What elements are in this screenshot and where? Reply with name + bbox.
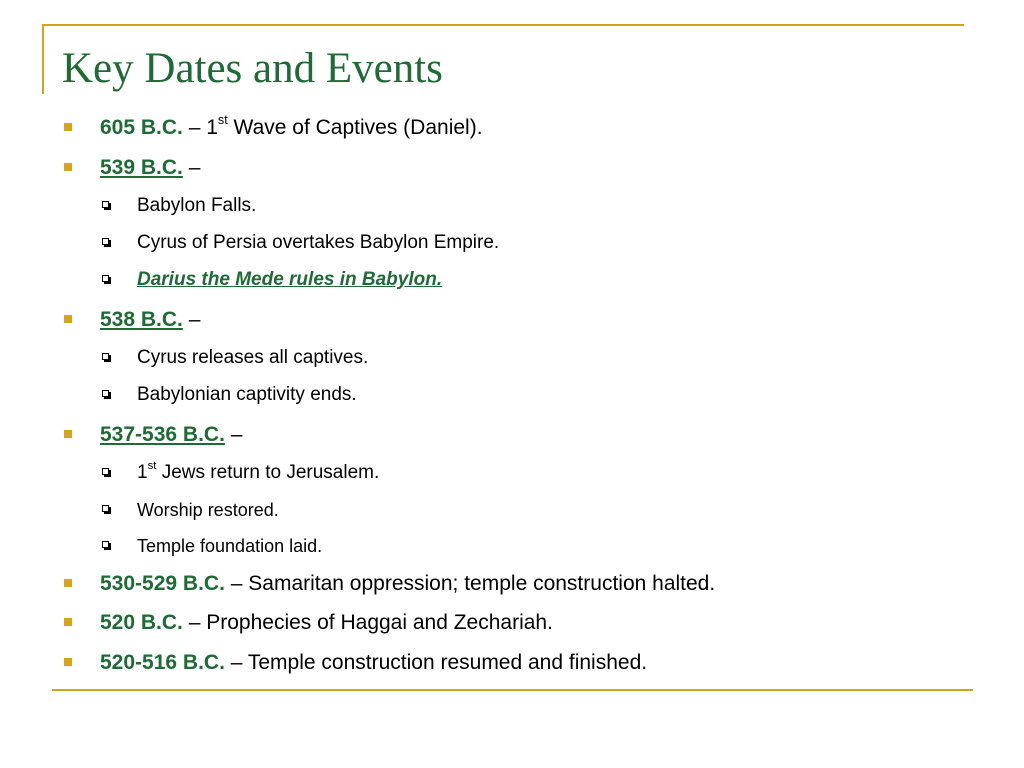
bullet-text: [100, 572, 715, 595]
hollow-square-bullet-icon: [102, 390, 109, 397]
hollow-square-bullet-icon: [102, 238, 109, 245]
sub-bullet: [100, 383, 357, 407]
sub-bullet: [100, 498, 279, 522]
event-text: Temple construction resumed and finished.: [247, 651, 648, 674]
sub-bullet-link[interactable]: Darius the Mede rules in Babylon.: [137, 269, 443, 290]
bullet-text: [100, 611, 553, 634]
bullet-square-icon: [64, 315, 72, 323]
sub-bullet-text: Cyrus releases all captives.: [137, 347, 369, 368]
bullet-538bc: [64, 307, 200, 333]
bullet-text: [100, 651, 647, 674]
hollow-square-bullet-icon: [102, 275, 109, 282]
event-text: Prophecies of Haggai and Zechariah.: [206, 611, 553, 634]
date-label: 520 B.C.: [100, 611, 183, 634]
bullet-square-icon: [64, 123, 72, 131]
bullet-square-icon: [64, 163, 72, 171]
sub-bullet: [100, 534, 322, 558]
sub-bullet-text: Cyrus of Persia overtakes Babylon Empire.: [137, 232, 500, 253]
hollow-square-bullet-icon: [102, 468, 109, 475]
date-link[interactable]: 538 B.C.: [100, 308, 183, 331]
bullet-square-icon: [64, 658, 72, 666]
ordinal-number: 1: [137, 462, 148, 483]
sub-bullet-text: Babylonian captivity ends.: [137, 384, 357, 405]
bullet-text: [100, 113, 483, 139]
bullet-539bc: [64, 155, 200, 181]
slide-title: Key Dates and Events: [62, 45, 443, 92]
separator: –: [224, 651, 248, 674]
bullet-text: [100, 423, 242, 446]
hollow-square-bullet-icon: [102, 505, 109, 512]
hollow-square-bullet-icon: [102, 541, 109, 548]
hollow-square-bullet-icon: [102, 353, 109, 360]
sub-bullet: [100, 268, 442, 292]
ordinal-suffix: st: [217, 113, 228, 128]
separator: –: [182, 308, 201, 331]
date-link[interactable]: 539 B.C.: [100, 156, 183, 179]
bullet-520bc: [64, 610, 553, 636]
separator: –: [182, 116, 207, 139]
bullet-text: [100, 308, 200, 331]
event-text: Samaritan oppression; temple construction halted.: [248, 572, 716, 595]
bullet-square-icon: [64, 579, 72, 587]
hollow-square-bullet-icon: [102, 201, 109, 208]
sub-bullet-text: Babylon Falls.: [137, 195, 257, 216]
event-text: Wave of Captives (Daniel).: [227, 116, 483, 139]
bullet-text: [100, 156, 200, 179]
sub-bullet-text: [137, 459, 380, 483]
ordinal-suffix: st: [147, 459, 157, 472]
date-link[interactable]: 537-536 B.C.: [100, 423, 225, 446]
bullet-537-536bc: [64, 422, 242, 448]
sub-bullet: [100, 346, 368, 370]
event-text: Jews return to Jerusalem.: [156, 462, 380, 483]
sub-bullet-text: Temple foundation laid.: [137, 536, 323, 556]
date-label: 520-516 B.C.: [100, 651, 225, 674]
bullet-square-icon: [64, 618, 72, 626]
date-label: 530-529 B.C.: [100, 572, 225, 595]
separator: –: [182, 156, 201, 179]
sub-bullet: [100, 194, 256, 218]
bullet-605bc: [64, 115, 483, 141]
separator: –: [182, 611, 207, 634]
bullet-530-529bc: [64, 571, 715, 597]
bullet-520-516bc: [64, 650, 647, 676]
sub-bullet: [100, 461, 379, 485]
ordinal-number: 1: [206, 116, 218, 139]
separator: –: [224, 572, 249, 595]
bullet-square-icon: [64, 430, 72, 438]
separator: –: [224, 423, 243, 446]
sub-bullet: [100, 231, 499, 255]
date-label: 605 B.C.: [100, 116, 183, 139]
sub-bullet-text: Worship restored.: [137, 500, 279, 520]
